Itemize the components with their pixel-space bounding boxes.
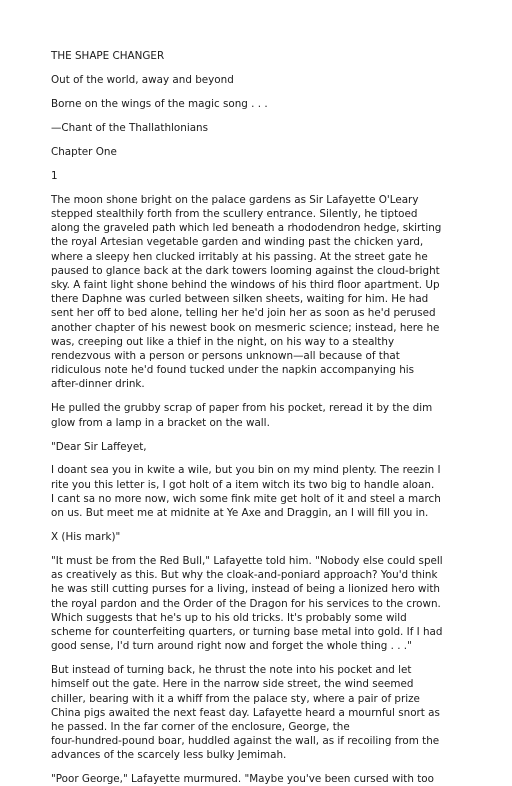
text-line: "Poor George," Lafayette murmured. "Maybe you've been cursed with too [51, 773, 434, 786]
text-line: "It must be from the Red Bull," Lafayette told him. "Nobody else could spell [51, 555, 443, 568]
text-line: he passed. In the far corner of the enclosure, George, the [51, 720, 350, 733]
text-line: after-dinner drink. [51, 378, 145, 391]
text-line: another chapter of his newest book on mesmeric science; instead, here he [51, 321, 440, 334]
text-line: But instead of turning back, he thrust the note into his pocket and let [51, 664, 412, 677]
text-line: good sense, I'd turn around right now and forget the whole thing . . ." [51, 640, 412, 653]
text-line: sky. A faint light shone behind the windows of his third floor apartment. Up [51, 279, 440, 292]
text-line: rite you this letter is, I got holt of a item witch its two big to handle aloan. [51, 478, 435, 491]
paragraph [51, 530, 512, 544]
text-line: stepped stealthily forth from the scullery entrance. Silently, he tiptoed [51, 208, 418, 221]
text-line: the royal pardon and the Order of the Dragon for his services to the crown. [51, 597, 441, 610]
text-line: the royal Artesian vegetable garden and winding past the chicken yard, [51, 236, 424, 249]
paragraph [51, 772, 512, 786]
text-line: I doant sea you in kwite a wile, but you bin on my mind plenty. The reezin I [51, 464, 441, 477]
text-line: ridiculous note he'd found tucked under the napkin accompanying his [51, 364, 415, 377]
section-number: 1 [51, 169, 58, 182]
text-line: four-hundred-pound boar, huddled against the wall, as if recoiling from the [51, 735, 440, 748]
body-text [51, 193, 512, 786]
text-line: The moon shone bright on the palace gardens as Sir Lafayette O'Leary [51, 193, 419, 206]
text-line: he was still cutting purses for a living, instead of being a lionized hero with [51, 583, 441, 596]
text-line: Which suggests that he's up to his old tricks. It's probably some wild [51, 611, 407, 624]
epigraph-line-1: Out of the world, away and beyond [51, 73, 234, 86]
paragraph [51, 401, 512, 429]
text-line: as creatively as this. But why the cloak-and-poniard approach? You'd think [51, 569, 438, 582]
text-line: was, creeping out like a thief in the night, on his way to a stealthy [51, 335, 395, 348]
text-line: scheme for counterfeiting quarters, or turning base metal into gold. If I had [51, 625, 443, 638]
text-line: glow from a lamp in a bracket on the wall. [51, 416, 270, 429]
text-line: He pulled the grubby scrap of paper from his pocket, reread it by the dim [51, 402, 433, 415]
paragraph [51, 193, 512, 392]
text-line: sent her off to bed alone, telling her he'd join her as soon as he'd perused [51, 307, 436, 320]
chapter-heading: Chapter One [51, 145, 117, 158]
text-line: advances of the scarcely less bulky Jemimah. [51, 749, 287, 762]
text-line: I cant sa no more now, wich some fink mite get holt of it and steel a march [51, 492, 441, 505]
text-line: X (His mark)" [51, 531, 121, 544]
paragraph [51, 554, 512, 653]
text-line: on us. But meet me at midnite at Ye Axe and Draggin, an I will fill you in. [51, 507, 429, 520]
text-line: paused to glance back at the dark towers looming against the cloud-bright [51, 264, 440, 277]
paragraph [51, 663, 512, 762]
document-title: THE SHAPE CHANGER [51, 50, 165, 62]
paragraph [51, 440, 512, 454]
text-line: China pigs awaited the next feast day. Lafayette heard a mournful snort as [51, 706, 440, 719]
paragraph [51, 463, 512, 520]
text-line: "Dear Sir Laffeyet, [51, 440, 147, 453]
text-line: chiller, bearing with it a whiff from the palace sty, where a pair of prize [51, 692, 420, 705]
text-line: there Daphne was curled between silken sheets, waiting for him. He had [51, 293, 429, 306]
text-line: rendezvous with a person or persons unknown—all because of that [51, 349, 400, 362]
text-line: where a sleepy hen clucked irritably at his passing. At the street gate he [51, 250, 428, 263]
epigraph-line-2: Borne on the wings of the magic song . . . [51, 97, 268, 110]
text-line: along the graveled path which led beneath a rhododendron hedge, skirting [51, 222, 442, 235]
epigraph-attribution: —Chant of the Thallathlonians [51, 121, 209, 134]
text-line: himself out the gate. Here in the narrow side street, the wind seemed [51, 678, 414, 691]
